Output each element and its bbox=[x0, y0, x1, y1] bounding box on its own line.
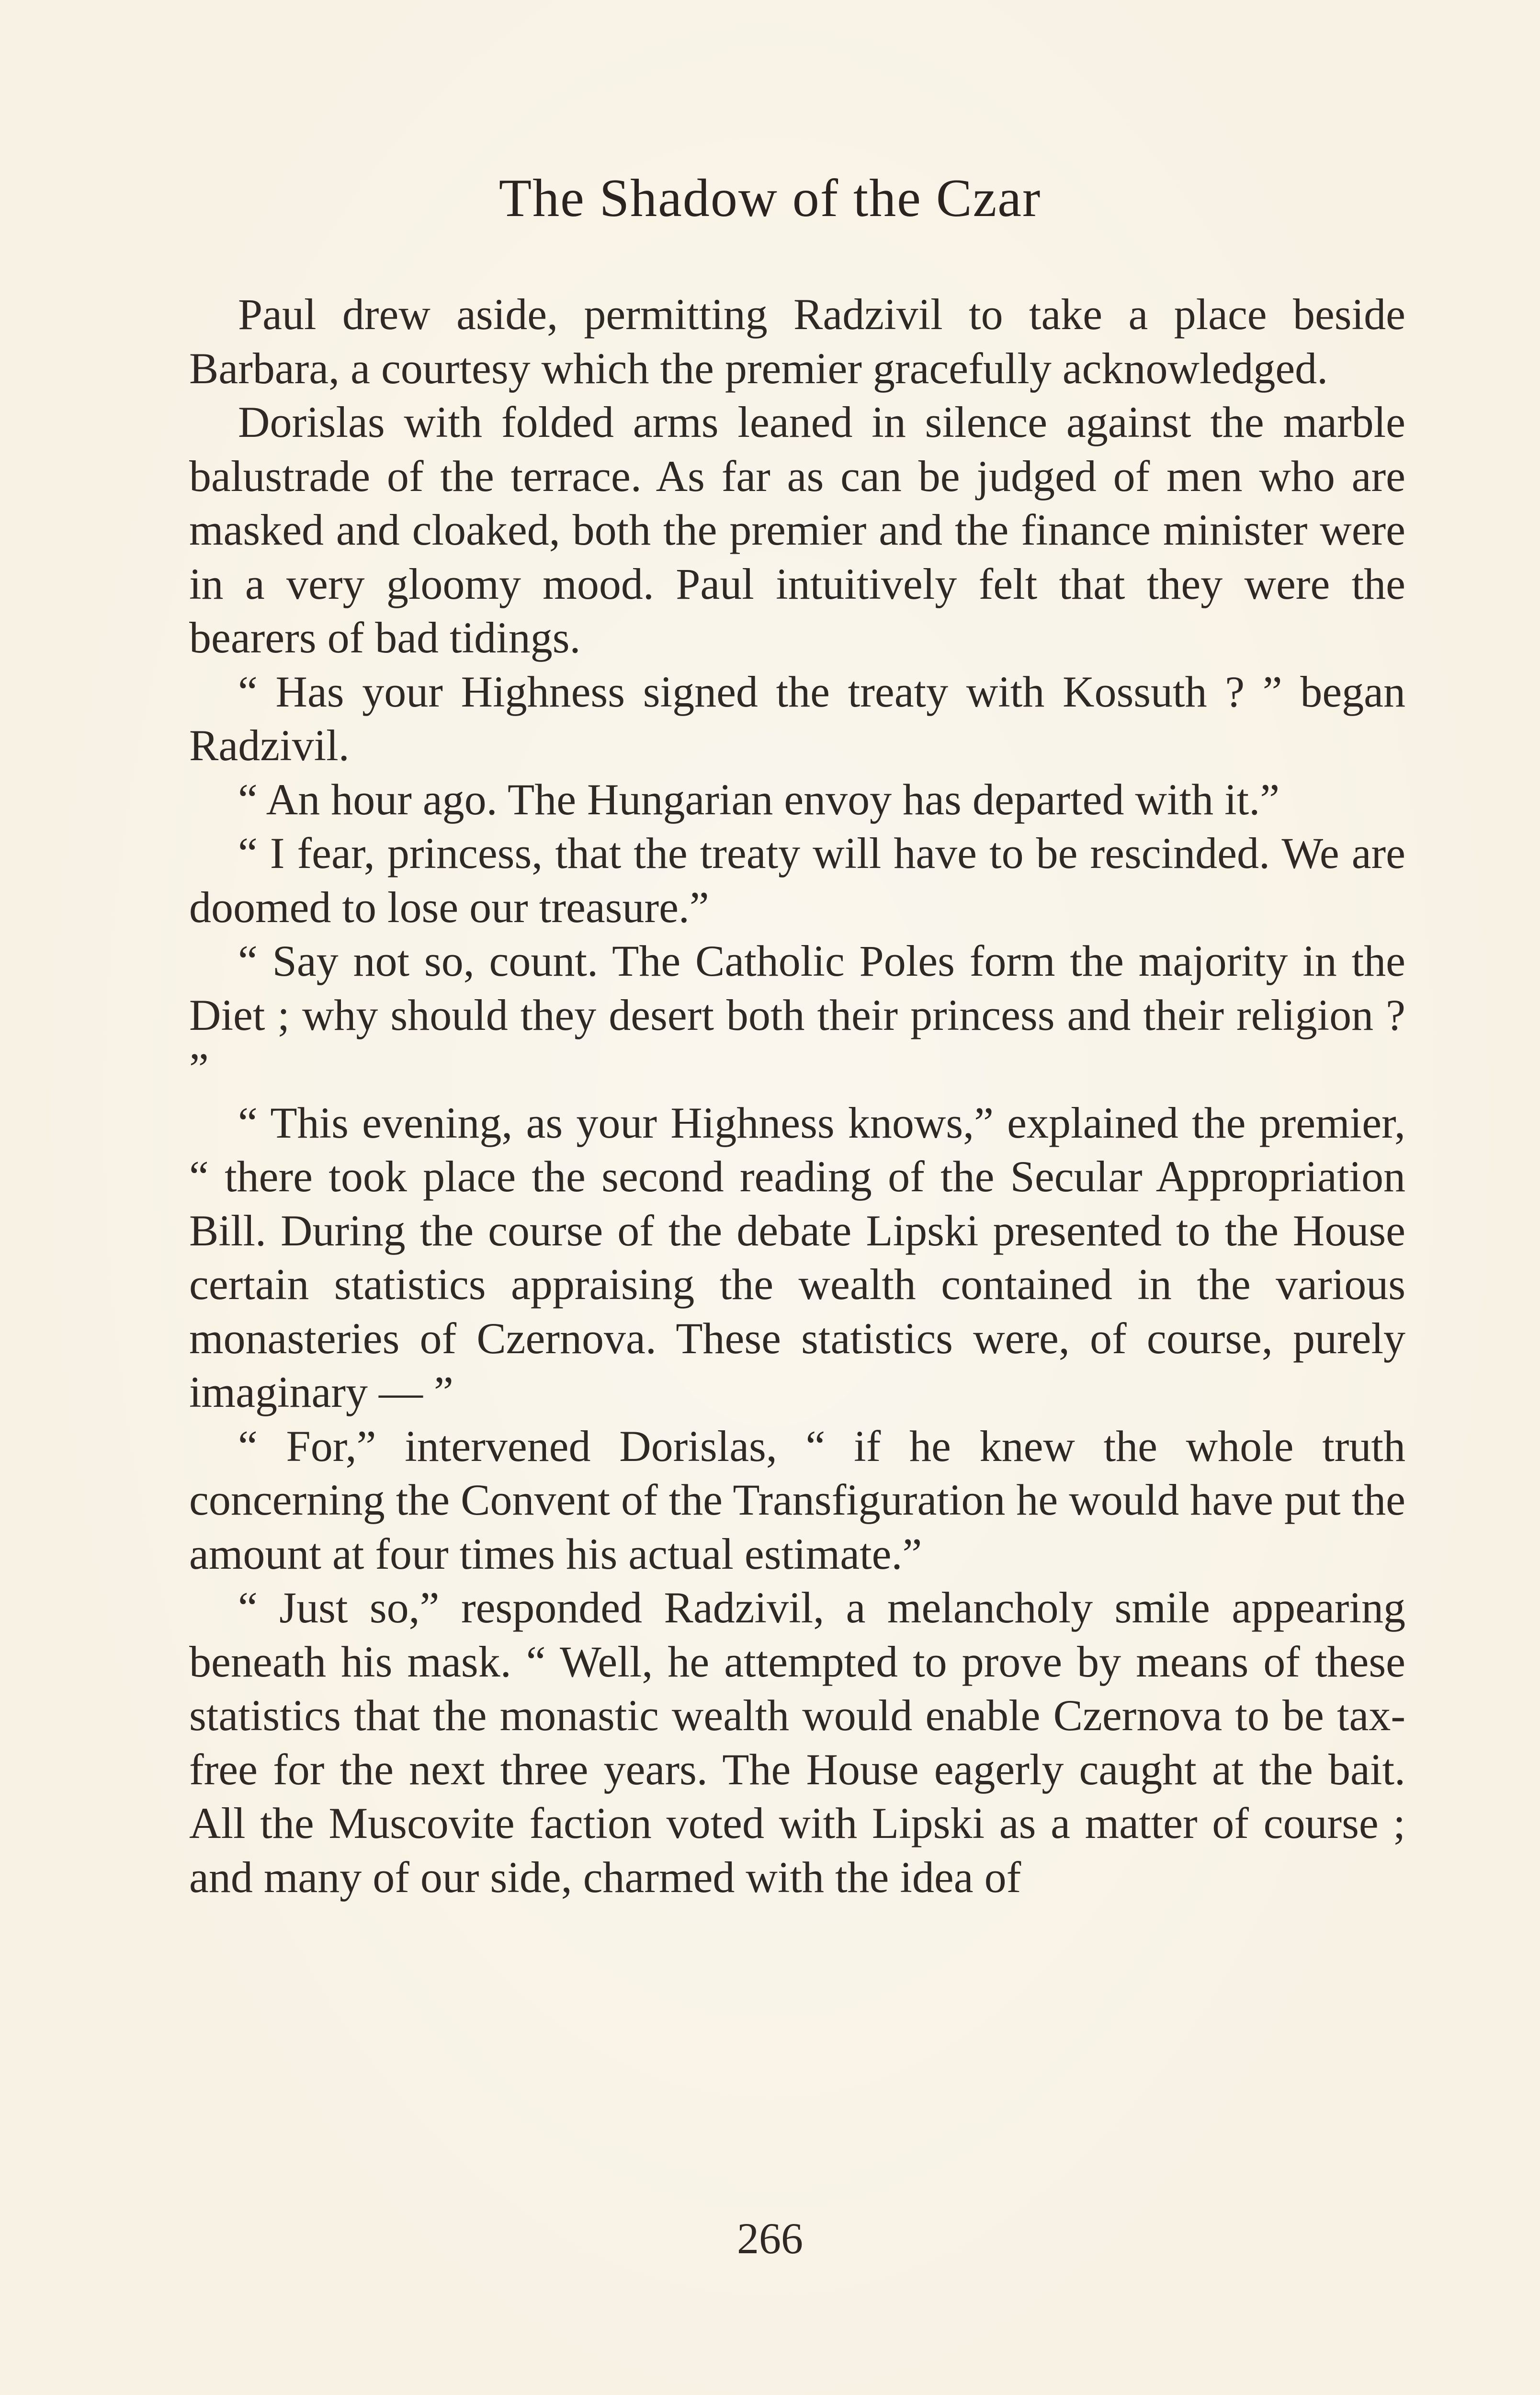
paragraph: “ Just so,” responded Radzivil, a melancholy smile appearing beneath his mask. “ Well, he attempted to prove by means of these statistics that the monastic wealth would enable Czernova to be tax-free for the next three years. The House eagerly caught at the bait. All the Muscovite faction voted with Lipski as a matter of course ; and many of our side, charmed with the idea of bbox=[189, 1583, 1405, 1902]
page-number: 266 bbox=[737, 2214, 803, 2263]
paragraph: “ This evening, as your Highness knows,” explained the premier, “ there took place the second reading of the Secular Appropriation Bill. During the course of the debate Lipski presented to the House certain statistics appraising the wealth contained in the various monasteries of Czernova. These statistics were, of course, purely imaginary — ” bbox=[189, 1098, 1405, 1416]
paragraph: “ For,” intervened Dorislas, “ if he knew the whole truth concerning the Convent of the Transfiguration he would have put the amount at four times his actual estimate.” bbox=[189, 1421, 1405, 1578]
running-title: The Shadow of the Czar bbox=[498, 169, 1042, 228]
paragraph: “ Say not so, count. The Catholic Poles form the majority in the Diet ; why should they desert both their princess and their religion ? ” bbox=[189, 936, 1405, 1093]
paragraph: “ An hour ago. The Hungarian envoy has departed with it.” bbox=[238, 775, 1280, 824]
paragraph: Dorislas with folded arms leaned in silence against the marble balustrade of the terrace. As far as can be judged of men who are masked and cloaked, both the premier and the finance minister were in a very gloomy mood. Paul intuitively felt that they were the bearers of bad tidings. bbox=[189, 398, 1405, 662]
paragraph: “ Has your Highness signed the treaty with Kossuth ? ” began Radzivil. bbox=[189, 667, 1405, 770]
paragraph: “ I fear, princess, that the treaty will have to be rescinded. We are doomed to lose our treasure.” bbox=[189, 829, 1405, 932]
paragraph: Paul drew aside, permitting Radzivil to take a place beside Barbara, a courtesy which the premier gracefully acknowledged. bbox=[189, 290, 1405, 393]
body-text bbox=[189, 287, 1405, 1904]
